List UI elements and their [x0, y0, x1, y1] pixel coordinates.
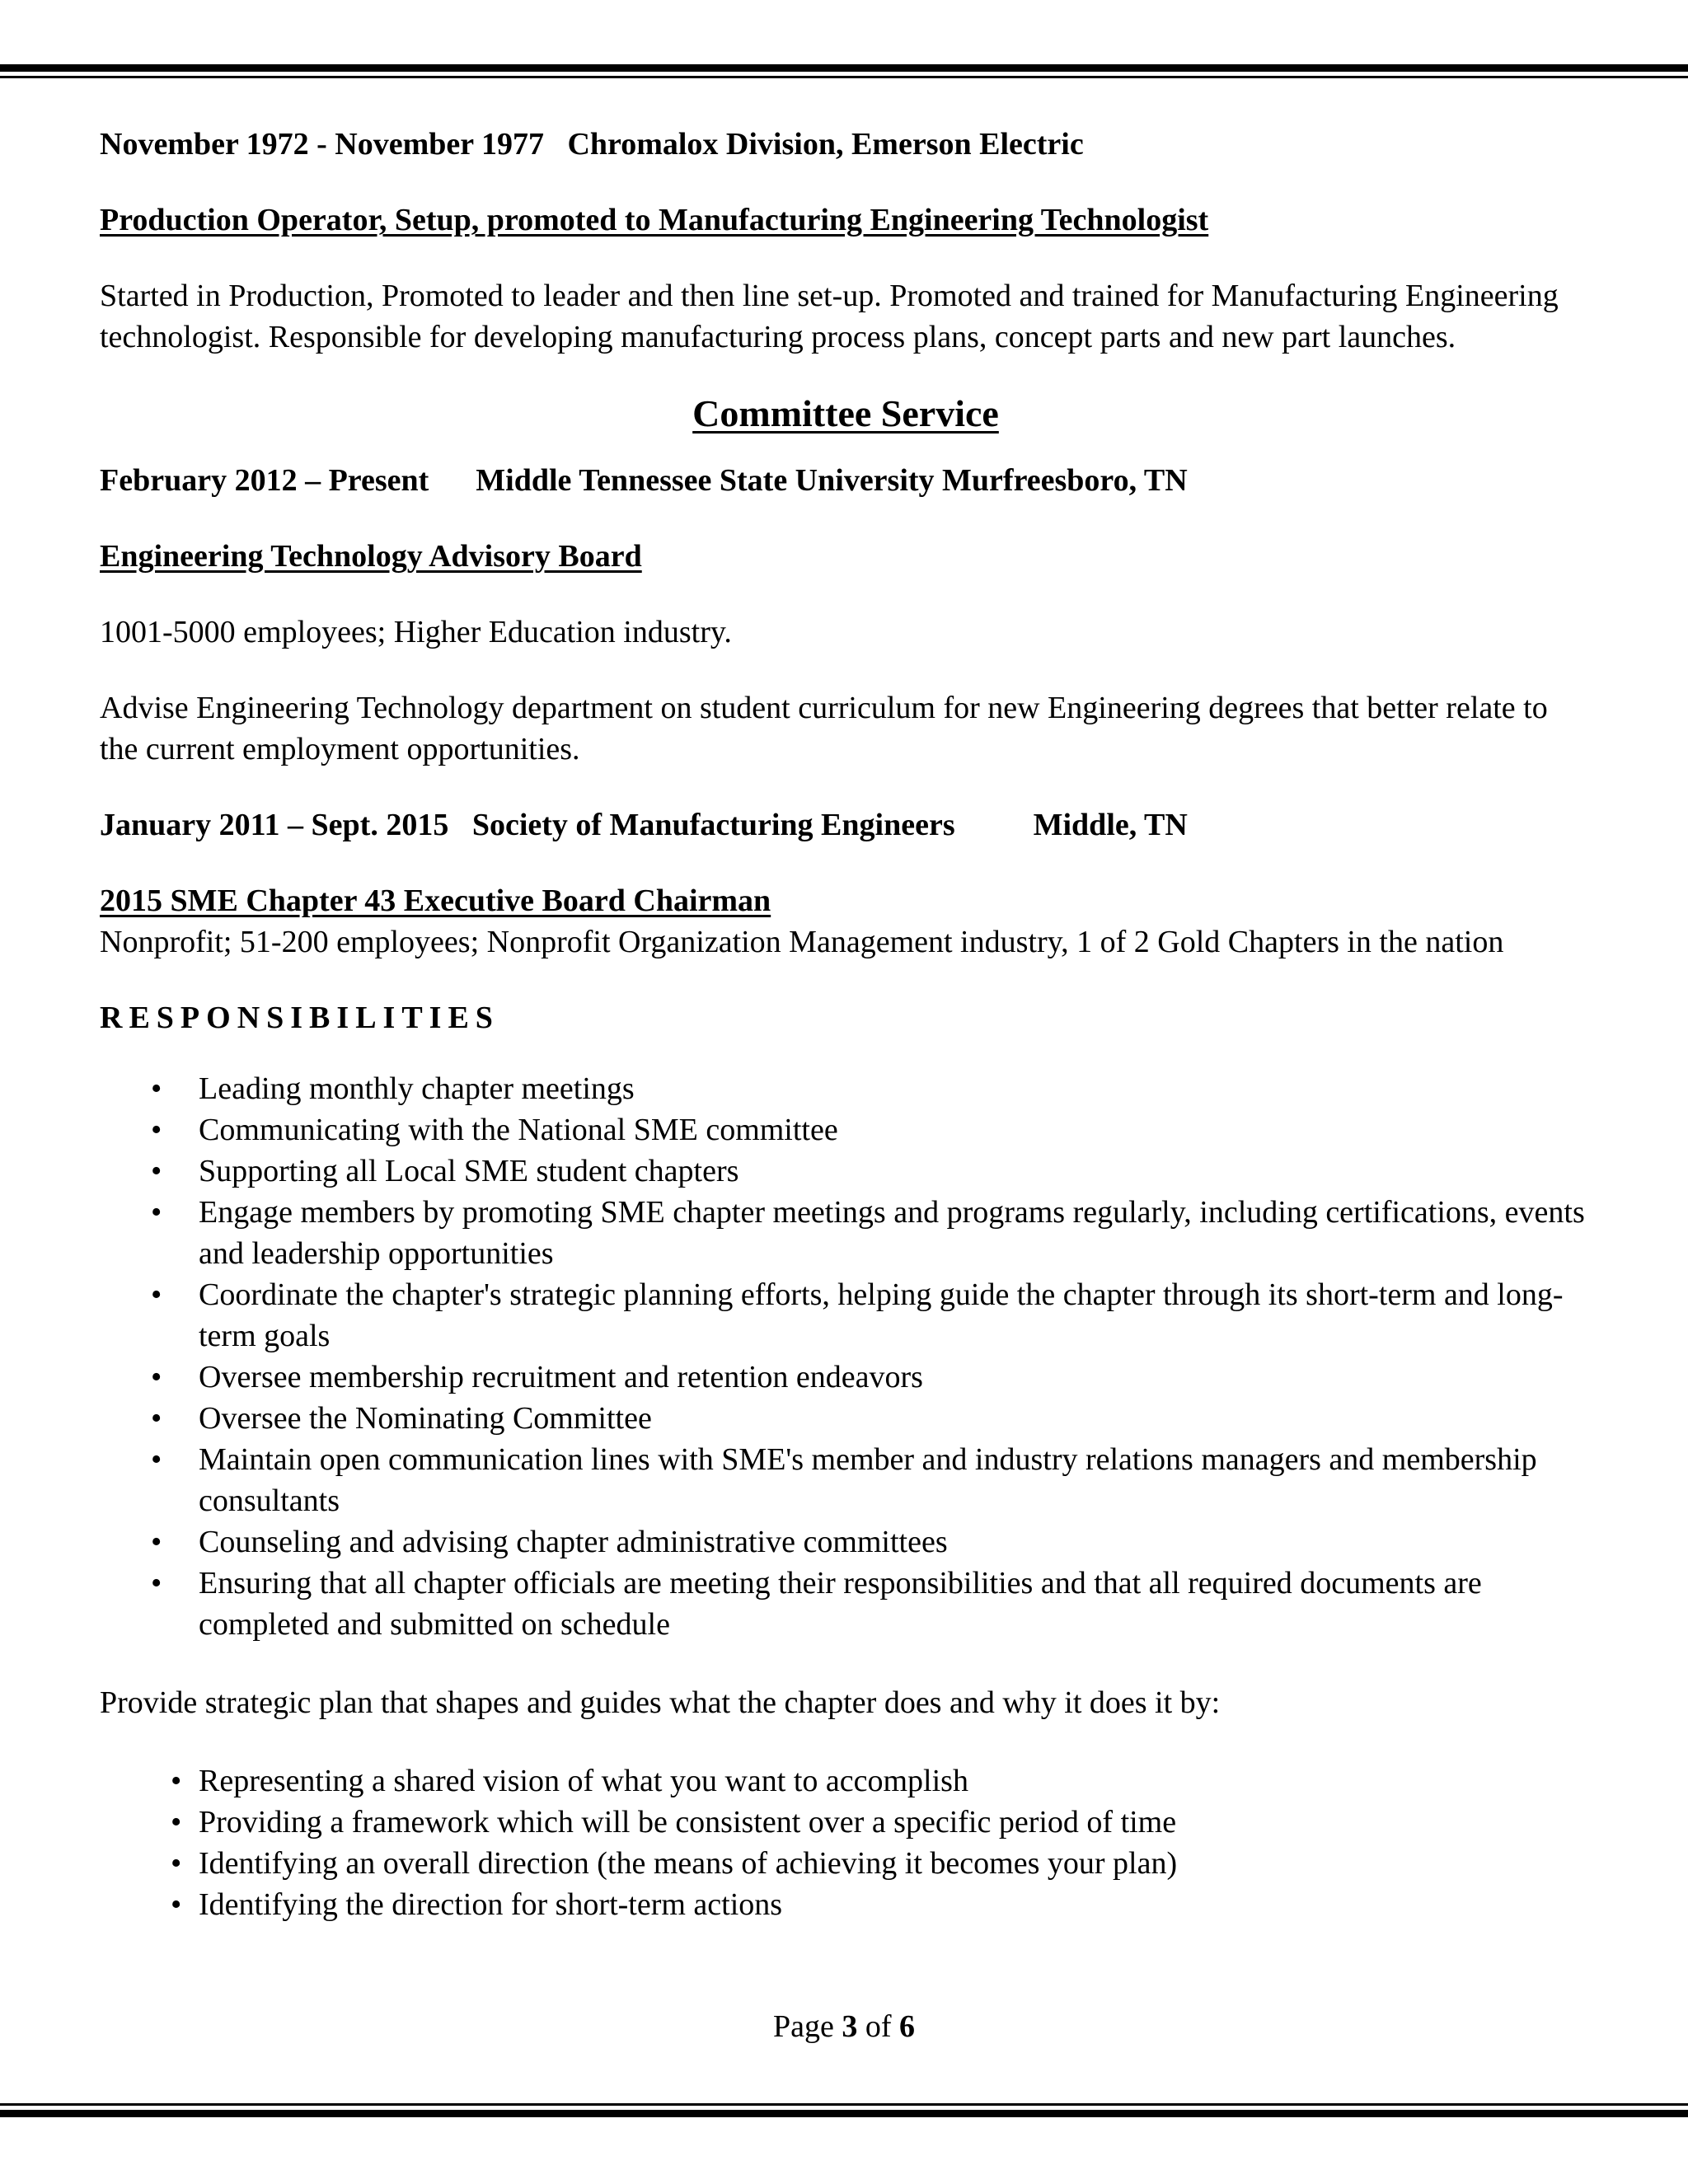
job-title: Production Operator, Setup, promoted to Manufacturing Engineering Technologist: [100, 203, 1209, 237]
current-page-number: 3: [842, 2009, 858, 2044]
entry2-role: 2015 SME Chapter 43 Executive Board Chairman: [100, 883, 771, 918]
list-item: • Providing a framework which will be consistent over a specific period of time: [100, 1802, 1592, 1843]
bullet-icon: •: [151, 1360, 162, 1394]
list-item: • Ensuring that all chapter officials are meeting their responsibilities and that all required documents are completed and submitted on schedule: [100, 1563, 1592, 1645]
entry1-description: Advise Engineering Technology department on student curriculum for new Engineering degrees that better relate to the current employment opportunities.: [100, 691, 1548, 766]
bullet-icon: •: [151, 1525, 162, 1559]
job-dates: November 1972 - November 1977: [100, 127, 544, 162]
entry1-info: 1001-5000 employees; Higher Education industry.: [100, 615, 732, 649]
top-border-rule: [0, 64, 1688, 78]
entry2-organization: Society of Manufacturing Engineers: [471, 808, 955, 842]
job-description: Started in Production, Promoted to leader and then line set-up. Promoted and trained for Manufacturing Engineering technologist. Responsible for developing manufacturing process plans, concept parts and new part launches.: [100, 279, 1559, 354]
resume-page-content: [100, 124, 1592, 1925]
list-item: • Identifying the direction for short-term actions: [100, 1884, 1592, 1925]
list-item: • Maintain open communication lines with SME's member and industry relations managers and membership consultants: [100, 1439, 1592, 1521]
list-item: • Coordinate the chapter's strategic planning efforts, helping guide the chapter through its short-term and long-term goals: [100, 1274, 1592, 1357]
entry1-organization: Middle Tennessee State University Murfreesboro, TN: [476, 463, 1188, 498]
total-page-number: 6: [899, 2009, 916, 2044]
bullet-icon: •: [151, 1071, 162, 1106]
bullet-icon: •: [151, 1566, 162, 1601]
bullet-icon: •: [151, 1442, 162, 1477]
strategic-intro: Provide strategic plan that shapes and guides what the chapter does and why it does it by:: [100, 1685, 1221, 1720]
list-item: • Communicating with the National SME committee: [100, 1109, 1592, 1151]
entry2-location: Middle, TN: [1033, 808, 1188, 842]
job-header: [100, 124, 1592, 165]
page-label: Page: [772, 2009, 834, 2044]
job-employer: Chromalox Division, Emerson Electric: [567, 127, 1084, 162]
bullet-icon: •: [151, 1154, 162, 1188]
bullet-icon: •: [151, 1195, 162, 1230]
bullet-icon: •: [151, 1277, 162, 1312]
committee-service-heading: Committee Service: [692, 392, 999, 434]
bullet-icon: •: [171, 1846, 182, 1881]
list-item: • Engage members by promoting SME chapter meetings and programs regularly, including certifications, events and leadership opportunities: [100, 1192, 1592, 1274]
entry2-dates: January 2011 – Sept. 2015: [100, 808, 449, 842]
page-footer: [0, 2006, 1688, 2047]
entry1-role: Engineering Technology Advisory Board: [100, 539, 642, 574]
entry1-dates: February 2012 – Present: [100, 463, 429, 498]
list-item: • Representing a shared vision of what you want to accomplish: [100, 1760, 1592, 1802]
list-item: • Oversee the Nominating Committee: [100, 1398, 1592, 1439]
bullet-icon: •: [151, 1113, 162, 1147]
list-item: • Leading monthly chapter meetings: [100, 1068, 1592, 1109]
of-label: of: [865, 2009, 892, 2044]
committee-entry2-header: [100, 804, 1592, 846]
list-item: • Supporting all Local SME student chapters: [100, 1151, 1592, 1192]
responsibilities-list: [100, 1068, 1592, 1645]
bottom-border-rule: [0, 2103, 1688, 2117]
committee-entry1-header: [100, 460, 1592, 501]
bullet-icon: •: [171, 1887, 182, 1922]
bullet-icon: •: [171, 1805, 182, 1840]
bullet-icon: •: [171, 1764, 182, 1798]
list-item: • Oversee membership recruitment and retention endeavors: [100, 1357, 1592, 1398]
bullet-icon: •: [151, 1401, 162, 1436]
list-item: • Counseling and advising chapter administrative committees: [100, 1521, 1592, 1563]
list-item: • Identifying an overall direction (the means of achieving it becomes your plan): [100, 1843, 1592, 1884]
entry2-info: Nonprofit; 51-200 employees; Nonprofit Organization Management industry, 1 of 2 Gold Chapters in the nation: [100, 925, 1504, 959]
responsibilities-heading: RESPONSIBILITIES: [100, 1001, 499, 1035]
strategic-list: [100, 1760, 1592, 1925]
